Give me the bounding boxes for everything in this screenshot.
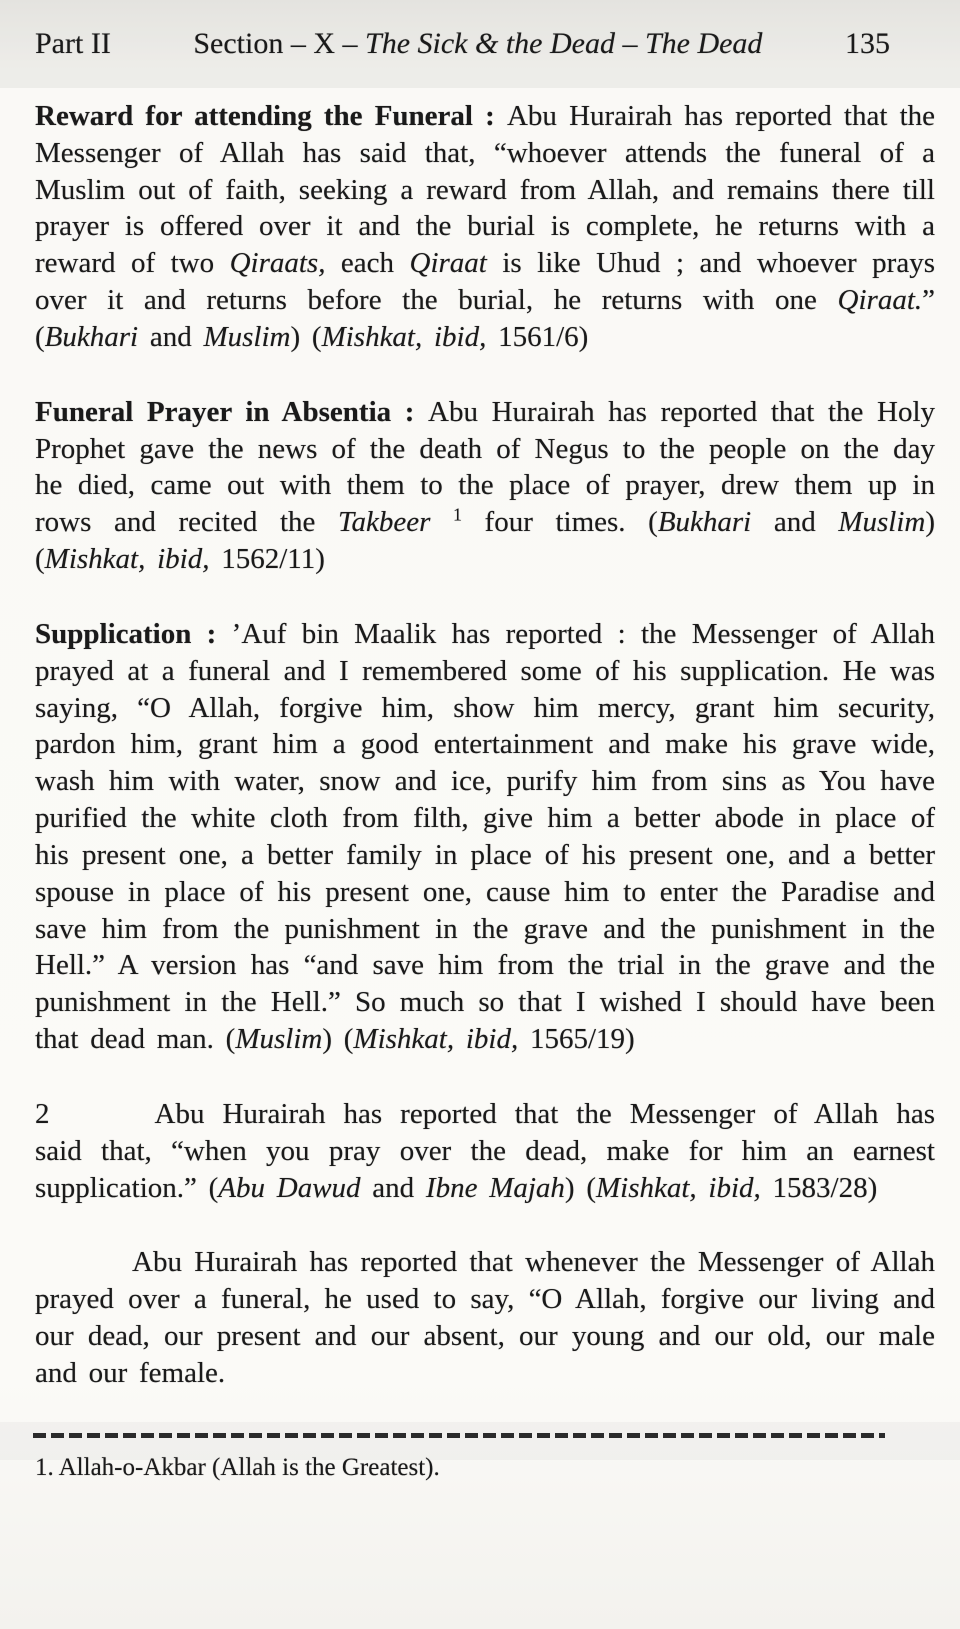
text-segment: ) (	[322, 1023, 354, 1056]
text-segment: Bukhari	[657, 506, 752, 539]
text-segment: 1562/11)	[209, 543, 325, 576]
text-segment: Abu Hurairah has reported that the Messenger of Allah has said that, “when you pray over the dead, make for him an earnest supplication.” (	[35, 1097, 935, 1204]
text-segment: Bukhari	[44, 320, 139, 353]
page-header	[35, 26, 890, 62]
text-segment: 1583/28)	[760, 1171, 878, 1204]
text-segment: 1565/19)	[518, 1023, 635, 1056]
header-part-label: Part II	[35, 27, 111, 60]
paragraph	[35, 1096, 935, 1206]
text-segment: Mishkat, ibid,	[44, 543, 210, 576]
text-segment: Supplication :	[35, 617, 232, 650]
text-segment: 1561/6)	[486, 320, 589, 353]
text-segment: and	[138, 320, 204, 353]
text-segment: Reward for attending the Funeral :	[35, 100, 507, 132]
text-segment: ) (	[290, 320, 322, 353]
header-page-number: 135	[844, 27, 890, 60]
page-body-text	[35, 98, 935, 1392]
text-segment	[430, 506, 453, 538]
text-segment: Takbeer	[337, 506, 431, 539]
text-segment: ’Auf bin Maalik has reported : the Messenger of Allah prayed at a funeral and I remembered some of his supplication. He was saying, “O Allah, forgive him, show him mercy, grant him security, pardon him, grant him a good entertainment and make his grave wide, wash him with water, snow and ice, purify him from sins as You have purified the white cloth from filth, give him a better abode in place of his present one, a better family in place of his present one, and a better spouse in place of his present one, cause him to enter the Paradise and save him from the punishment in the grave and the punishment in the Hell.” A version has “and save him from the trial in the grave and the punishment in the Hell.” So much so that I wished I should have been that dead man. (	[35, 617, 935, 1056]
text-segment: Abu Hurairah has reported that whenever the Messenger of Allah prayed over a funeral, he used to say, “O Allah, forgive our living and our dead, our present and our absent, our young and our old, our male and our female.	[35, 1246, 935, 1389]
text-segment: Mishkat, ibid,	[353, 1023, 519, 1056]
text-segment: Qiraat.	[837, 284, 923, 317]
text-segment: Qiraat	[409, 247, 487, 280]
text-segment: Qiraats,	[229, 247, 326, 280]
text-segment: Muslim	[203, 320, 291, 353]
paragraph	[35, 616, 935, 1058]
text-segment: Muslim	[838, 506, 926, 539]
text-segment: and	[360, 1171, 426, 1204]
header-section-title-italic: The Sick & the Dead – The Dead	[365, 27, 763, 60]
text-segment: Funeral Prayer in Absentia :	[35, 395, 429, 428]
text-segment: Abu Dawud	[218, 1171, 361, 1204]
text-segment: Muslim	[235, 1023, 323, 1056]
text-segment: Mishkat, ibid,	[321, 320, 487, 353]
footnote-separator-dashed-line	[33, 1433, 885, 1438]
text-segment: Mishkat, ibid,	[596, 1171, 761, 1204]
header-section-prefix: Section – X –	[193, 27, 366, 60]
text-segment: each	[325, 247, 410, 280]
text-segment: Ibne Majah	[425, 1171, 565, 1204]
text-segment: Abu Hurairah has reported that the Holy Prophet gave the news of the death of Negus to the people on the day he died, came out with them to the place of prayer, drew them up in rows and recited the	[35, 395, 936, 539]
paragraph	[35, 1244, 935, 1391]
text-segment: is like Uhud ; and whoever prays over it and returns before the burial, he returns with one	[35, 247, 935, 317]
text-segment: and	[751, 506, 839, 539]
text-segment: ” (	[35, 284, 935, 353]
text-segment: four times. (	[461, 506, 658, 539]
header-section-title	[193, 26, 762, 62]
footnote-block	[33, 1433, 893, 1483]
paragraph	[35, 98, 935, 356]
paragraph	[35, 394, 935, 578]
text-segment: 1	[452, 504, 462, 525]
text-segment: ) (	[564, 1171, 596, 1204]
text-segment: ) (	[35, 506, 935, 576]
text-segment: 2	[35, 1097, 50, 1130]
text-segment: Abu Hurairah has reported that the Messenger of Allah has said that, “whoever attends the funeral of a Muslim out of faith, seeking a reward from Allah, and remains there till prayer is offered over it and the burial is complete, he returns with a reward of two	[35, 100, 936, 280]
footnote-text: 1. Allah-o-Akbar (Allah is the Greatest).	[35, 1454, 440, 1481]
